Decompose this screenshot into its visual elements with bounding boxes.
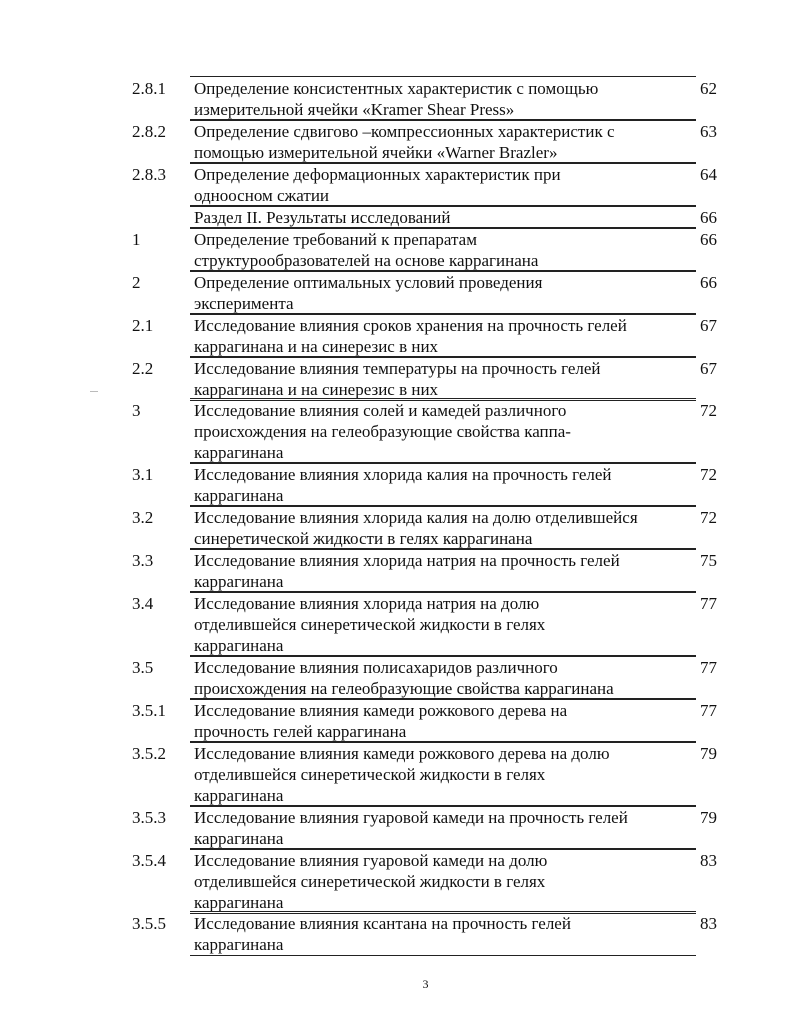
toc-entry-title bbox=[190, 76, 696, 121]
toc-entry-page: 63 bbox=[700, 122, 717, 141]
toc-entry-title bbox=[190, 911, 696, 956]
toc-entry-page: 67 bbox=[700, 316, 717, 335]
toc-entry-title-line: Исследование влияния полисахаридов различного bbox=[194, 658, 558, 677]
toc-entry-title-line: одноосном сжатии bbox=[194, 186, 330, 205]
toc-entry-title bbox=[190, 655, 696, 700]
toc-entry-title-line: каррагинана bbox=[194, 443, 284, 462]
toc-entry-number: 3.5.3 bbox=[132, 808, 166, 827]
toc-entry-title-line: синеретической жидкости в гелях каррагинана bbox=[194, 529, 533, 548]
toc-entry-title bbox=[190, 848, 696, 914]
toc-entry-number: 2.8.3 bbox=[132, 165, 166, 184]
toc-entry-title-line: Исследование влияния камеди рожкового дерева на bbox=[194, 701, 568, 720]
toc-entry-page: 79 bbox=[700, 808, 717, 827]
toc-entry-title bbox=[190, 270, 696, 315]
toc-entry-title bbox=[190, 356, 696, 401]
toc-entry-page: 72 bbox=[700, 508, 717, 527]
toc-entry-title bbox=[190, 119, 696, 164]
toc-entry-title-line: Исследование влияния хлорида калия на прочность гелей bbox=[194, 465, 612, 484]
toc-entry-page: 66 bbox=[700, 273, 717, 292]
toc-entry-title bbox=[190, 741, 696, 807]
toc-entry-title-line: Исследование влияния гуаровой камеди на долю bbox=[194, 851, 548, 870]
toc-entry-title-line: отделившейся синеретической жидкости в гелях bbox=[194, 765, 546, 784]
toc-entry-page: 67 bbox=[700, 359, 717, 378]
toc-entry-number: 3.5.5 bbox=[132, 914, 166, 933]
toc-entry-title-line: Определение оптимальных условий проведения bbox=[194, 273, 543, 292]
toc-entry-number: 3.5.1 bbox=[132, 701, 166, 720]
toc-entry-page: 77 bbox=[700, 594, 717, 613]
toc-entry-title-line: прочность гелей каррагинана bbox=[194, 722, 407, 741]
toc-entry-title bbox=[190, 313, 696, 358]
toc-entry-title-line: эксперимента bbox=[194, 294, 294, 313]
toc-entry-title bbox=[190, 162, 696, 207]
toc-entry-title-line: отделившейся синеретической жидкости в гелях bbox=[194, 615, 546, 634]
toc-entry-title-line: Исследование влияния хлорида натрия на долю bbox=[194, 594, 540, 613]
toc-entry-title-line: каррагинана и на синерезис в них bbox=[194, 337, 439, 356]
toc-entry-title-line: Исследование влияния хлорида натрия на прочность гелей bbox=[194, 551, 620, 570]
toc-entry-page: 77 bbox=[700, 658, 717, 677]
toc-entry-page: 62 bbox=[700, 79, 717, 98]
toc-entry-title-line: Раздел II. Результаты исследований bbox=[194, 208, 451, 227]
toc-entry-title-line: структурообразователей на основе каррагинана bbox=[194, 251, 539, 270]
toc-entry-page: 66 bbox=[700, 208, 717, 227]
toc-entry-page: 64 bbox=[700, 165, 717, 184]
page-number: 3 bbox=[422, 977, 429, 991]
toc-entry-number: 2.8.1 bbox=[132, 79, 166, 98]
toc-entry-number: 3 bbox=[132, 401, 141, 420]
toc-entry-number: 2.1 bbox=[132, 316, 154, 335]
toc-entry-title bbox=[190, 698, 696, 743]
toc-entry-title-line: Определение консистентных характеристик с помощью bbox=[194, 79, 599, 98]
toc-entry-title bbox=[190, 227, 696, 272]
toc-entry-title-line: Определение сдвигово –компрессионных характеристик с bbox=[194, 122, 615, 141]
toc-entry-title-line: помощью измерительной ячейки «Warner Brazler» bbox=[194, 143, 558, 162]
toc-entry-title bbox=[190, 548, 696, 593]
toc-entry-title-line: каррагинана bbox=[194, 786, 284, 805]
toc-entry-page: 72 bbox=[700, 401, 717, 420]
toc-entry-number: 1 bbox=[132, 230, 141, 249]
toc-entry-title-line: Исследование влияния хлорида калия на долю отделившейся bbox=[194, 508, 638, 527]
toc-entry-title-line: каррагинана bbox=[194, 636, 284, 655]
toc-entry-number: 3.2 bbox=[132, 508, 154, 527]
toc-entry-page: 66 bbox=[700, 230, 717, 249]
toc-entry-title-line: каррагинана bbox=[194, 893, 284, 912]
toc-entry-title-line: Исследование влияния ксантана на прочность гелей bbox=[194, 914, 571, 933]
toc-entry-title-line: Исследование влияния гуаровой камеди на прочность гелей bbox=[194, 808, 628, 827]
toc-entry-title-line: каррагинана bbox=[194, 935, 284, 954]
toc-entry-page: 72 bbox=[700, 465, 717, 484]
toc-entry-number: 3.5.4 bbox=[132, 851, 166, 870]
toc-entry-title-line: измерительной ячейки «Kramer Shear Press» bbox=[194, 100, 515, 119]
toc-entry-title-line: Исследование влияния камеди рожкового дерева на долю bbox=[194, 744, 610, 763]
toc-entry-title-line: Определение требований к препаратам bbox=[194, 230, 477, 249]
toc-entry-number: 3.5.2 bbox=[132, 744, 166, 763]
toc-entry-title bbox=[190, 591, 696, 657]
toc-entry-title-line: каррагинана bbox=[194, 572, 284, 591]
toc-entry-title bbox=[190, 462, 696, 507]
toc-entry-title bbox=[190, 398, 696, 464]
toc-entry-title-line: Исследование влияния температуры на прочность гелей bbox=[194, 359, 601, 378]
toc-entry-title-line: происхождения на гелеобразующие свойства каррагинана bbox=[194, 679, 614, 698]
toc-entry-title bbox=[190, 505, 696, 550]
toc-entry-title bbox=[190, 805, 696, 850]
toc-entry-number: 3.5 bbox=[132, 658, 154, 677]
toc-entry-title-line: каррагинана bbox=[194, 829, 284, 848]
toc-entry-page: 83 bbox=[700, 851, 717, 870]
toc-entry-page: 79 bbox=[700, 744, 717, 763]
toc-entry-title-line: каррагинана bbox=[194, 486, 284, 505]
toc-entry-number: 2 bbox=[132, 273, 141, 292]
toc-entry-title-line: Исследование влияния солей и камедей различного bbox=[194, 401, 567, 420]
toc-entry-title-line: Определение деформационных характеристик при bbox=[194, 165, 561, 184]
toc-entry-page: 77 bbox=[700, 701, 717, 720]
toc-entry-number: 3.3 bbox=[132, 551, 154, 570]
toc-entry-title bbox=[190, 205, 696, 229]
toc-entry-title-line: каррагинана и на синерезис в них bbox=[194, 380, 439, 399]
toc-entry-page: 75 bbox=[700, 551, 717, 570]
toc-entry-title-line: отделившейся синеретической жидкости в гелях bbox=[194, 872, 546, 891]
toc-entry-title-line: Исследование влияния сроков хранения на прочность гелей bbox=[194, 316, 627, 335]
toc-entry-title-line: происхождения на гелеобразующие свойства каппа- bbox=[194, 422, 571, 441]
toc-entry-number: 2.8.2 bbox=[132, 122, 166, 141]
toc-entry-number: 3.1 bbox=[132, 465, 154, 484]
toc-entry-number: 3.4 bbox=[132, 594, 154, 613]
toc-entry-page: 83 bbox=[700, 914, 717, 933]
toc-entry-number: 2.2 bbox=[132, 359, 154, 378]
